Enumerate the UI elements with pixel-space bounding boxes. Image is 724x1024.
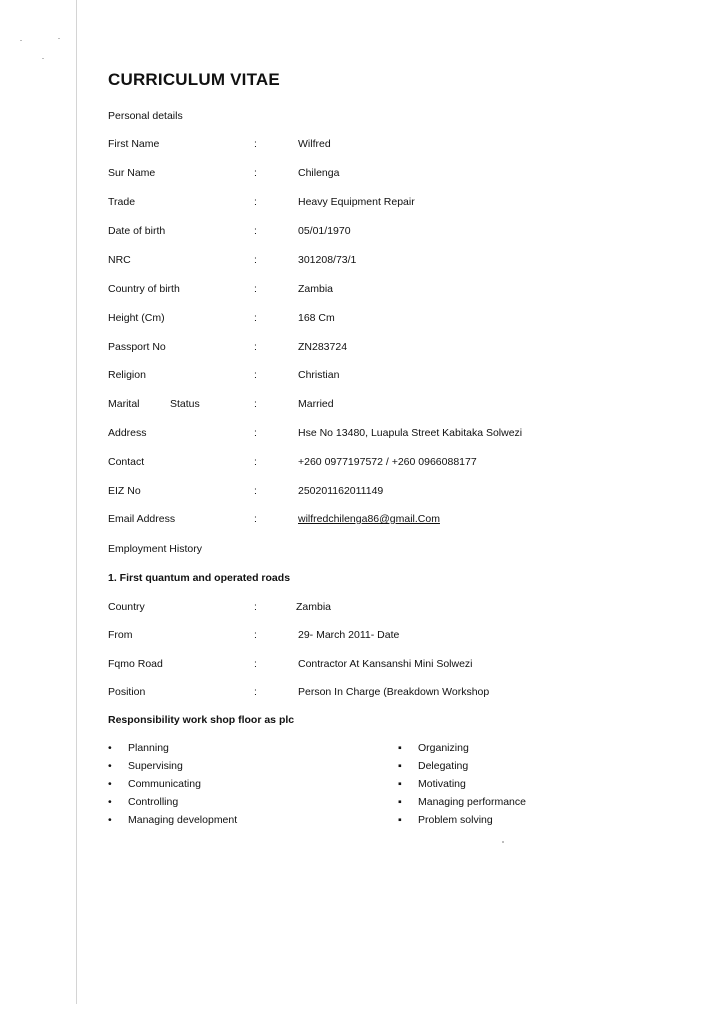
row-job-country [0, 601, 724, 617]
field-separator: : [254, 629, 257, 641]
field-value: 29- March 2011- Date [298, 629, 400, 641]
row-country-of-birth [0, 283, 724, 299]
field-separator: : [254, 398, 257, 410]
personal-details-heading: Personal details [108, 110, 183, 122]
row-religion [0, 369, 724, 385]
row-email-address [0, 513, 724, 529]
row-sur-name [0, 167, 724, 183]
row-first-name [0, 138, 724, 154]
field-value: 250201162011149 [298, 485, 384, 497]
email-link[interactable]: wilfredchilenga86@gmail.Com [298, 513, 440, 525]
field-separator: : [254, 196, 257, 208]
scan-speck [20, 40, 22, 41]
scan-speck [42, 58, 44, 59]
field-value: Married [298, 398, 334, 410]
employment-history-heading: Employment History [108, 543, 202, 555]
field-label: First Name [108, 138, 160, 150]
scan-speck [502, 841, 504, 843]
field-label: NRC [108, 254, 131, 266]
list-item: • Controlling [108, 796, 237, 814]
field-label: Height (Cm) [108, 312, 165, 324]
row-height [0, 312, 724, 328]
field-label: Sur Name [108, 167, 156, 179]
row-marital-status [0, 398, 724, 414]
field-label: Contact [108, 456, 145, 468]
field-label: Address [108, 427, 147, 439]
field-separator: : [254, 485, 257, 497]
row-passport-no [0, 341, 724, 357]
row-trade [0, 196, 724, 212]
field-value: Zambia [296, 601, 332, 613]
field-separator: : [254, 341, 257, 353]
field-separator: : [254, 167, 257, 179]
responsibilities-left-list [108, 742, 237, 832]
field-label: Email Address [108, 513, 176, 525]
field-label: From [108, 629, 133, 641]
field-value: 05/01/1970 [298, 225, 351, 237]
field-value: +260 0977197572 / +260 0966088177 [298, 456, 477, 468]
field-separator: : [254, 686, 257, 698]
field-value: 168 Cm [298, 312, 335, 324]
field-value: Hse No 13480, Luapula Street Kabitaka Solwezi [298, 427, 523, 439]
field-value: Christian [298, 369, 340, 381]
field-separator: : [254, 138, 257, 150]
list-item: ▪ Managing performance [398, 796, 526, 814]
row-contact [0, 456, 724, 472]
field-value: ZN283724 [298, 341, 348, 353]
field-label: Religion [108, 369, 146, 381]
row-job-position [0, 686, 724, 702]
list-item: ▪ Problem solving [398, 814, 526, 832]
field-value: Contractor At Kansanshi Mini Solwezi [298, 658, 473, 670]
list-item: ▪ Motivating [398, 778, 526, 796]
list-item: • Planning [108, 742, 237, 760]
field-label: Date of birth [108, 225, 166, 237]
field-separator: : [254, 225, 257, 237]
row-nrc [0, 254, 724, 270]
field-label: Position [108, 686, 146, 698]
list-item: ▪ Delegating [398, 760, 526, 778]
row-eiz-no [0, 485, 724, 501]
field-label: EIZ No [108, 485, 141, 497]
field-separator: : [254, 513, 257, 525]
field-separator: : [254, 658, 257, 670]
field-value: Zambia [298, 283, 334, 295]
list-item: • Communicating [108, 778, 237, 796]
field-value: Person In Charge (Breakdown Workshop [298, 686, 490, 698]
list-item: • Supervising [108, 760, 237, 778]
field-label: Passport No [108, 341, 166, 353]
responsibilities-right-list [398, 742, 526, 832]
field-value: 301208/73/1 [298, 254, 357, 266]
job-heading: 1. First quantum and operated roads [108, 572, 291, 584]
row-date-of-birth [0, 225, 724, 241]
field-value: Wilfred [298, 138, 331, 150]
field-separator: : [254, 427, 257, 439]
field-separator: : [254, 369, 257, 381]
field-label: Trade [108, 196, 136, 208]
field-value: Heavy Equipment Repair [298, 196, 415, 208]
field-separator: : [254, 456, 257, 468]
responsibility-heading: Responsibility work shop floor as plc [108, 714, 295, 726]
document-title: CURRICULUM VITAE [108, 70, 280, 89]
field-label: Status [170, 398, 200, 410]
field-value: Chilenga [298, 167, 340, 179]
list-item: ▪ Organizing [398, 742, 526, 760]
field-separator: : [254, 254, 257, 266]
row-job-from [0, 629, 724, 645]
field-separator: : [254, 601, 257, 613]
scan-speck [58, 38, 60, 39]
row-job-fqmo-road [0, 658, 724, 674]
field-separator: : [254, 283, 257, 295]
field-separator: : [254, 312, 257, 324]
row-address [0, 427, 724, 443]
field-label: Marital [108, 398, 140, 410]
field-label: Country [108, 601, 145, 613]
field-label: Fqmo Road [108, 658, 163, 670]
list-item: • Managing development [108, 814, 237, 832]
field-label: Country of birth [108, 283, 180, 295]
